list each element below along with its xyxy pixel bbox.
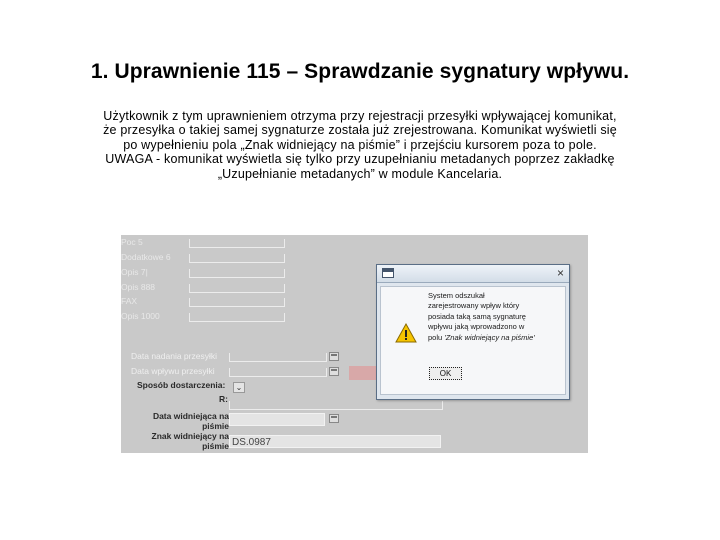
- field-input-opis888[interactable]: [189, 284, 285, 293]
- close-icon[interactable]: ×: [556, 266, 564, 280]
- window-icon: [382, 268, 394, 278]
- message-line: wpływu jaką wprowadzono w: [428, 322, 525, 332]
- slide-description: [100, 109, 620, 181]
- field-input-fax[interactable]: [189, 298, 285, 307]
- select-sposob-dostarczenia[interactable]: ⌄: [233, 382, 245, 393]
- ok-button[interactable]: OK: [429, 367, 462, 380]
- calendar-icon[interactable]: [329, 414, 339, 423]
- duplicate-signature-dialog: [376, 264, 570, 400]
- dialog-panel: [380, 286, 566, 395]
- field-input-data-nadania[interactable]: [229, 353, 327, 362]
- dialog-message: [428, 291, 562, 343]
- field-input-opis7[interactable]: [189, 269, 285, 278]
- field-label-rs: R:: [219, 394, 228, 404]
- field-label-data-nadania: Data nadania przesyłki: [131, 351, 217, 361]
- field-input-data-wplywu[interactable]: [229, 368, 327, 377]
- message-prefix: polu: [428, 332, 443, 342]
- field-label-data-widniejaca: Data widniejąca na piśmie: [152, 411, 229, 431]
- field-label-znak-widniejacy: Znak widniejący na piśmie: [151, 431, 229, 451]
- field-label-dodatkowe6: Dodatkowe 6: [121, 252, 171, 262]
- field-label-opis7: Opis 7|: [121, 267, 148, 277]
- application-screenshot: [121, 235, 588, 453]
- message-field-name: 'Znak widniejący na piśmie': [444, 332, 535, 342]
- warning-icon: [395, 323, 417, 343]
- message-line: System odszukał: [428, 291, 485, 300]
- calendar-icon[interactable]: [329, 367, 339, 376]
- field-input-rs[interactable]: [229, 401, 443, 410]
- message-line: posiada taką samą sygnaturę: [428, 311, 526, 321]
- field-input-poc5[interactable]: [189, 239, 285, 248]
- field-label-opis1000: Opis 1000: [121, 311, 160, 321]
- field-input-znak-widniejacy[interactable]: DS.0987: [229, 435, 441, 448]
- field-label-fax: FAX: [121, 296, 138, 306]
- calendar-icon[interactable]: [329, 352, 339, 361]
- field-input-opis1000[interactable]: [189, 313, 285, 322]
- dialog-titlebar: [377, 265, 569, 283]
- field-input-dodatkowe6[interactable]: [189, 254, 285, 263]
- message-line: zarejestrowany wpływ który: [428, 301, 520, 311]
- field-input-data-widniejaca[interactable]: [229, 413, 325, 426]
- field-label-opis888: Opis 888: [121, 282, 156, 292]
- field-label-sposob-dostarczenia: Sposób dostarczenia:: [137, 380, 226, 390]
- description-paragraph: Użytkownik z tym uprawnieniem otrzyma przy rejestracji przesyłki wpływającej komunikat, że przesyłka o takiej samej sygnaturze została już zrejestrowana. Komunikat wyświetli się po wypełnieniu pola „Znak widniejący na piśmie” i przejściu kursorem poza to pole.: [103, 109, 617, 152]
- slide-title: 1. Uprawnienie 115 – Sprawdzanie sygnatury wpływu.: [90, 60, 630, 83]
- field-label-poc5: Poc 5: [121, 237, 143, 247]
- description-paragraph-warning: UWAGA - komunikat wyświetla się tylko przy uzupełnianiu metadanych poprzez zakładkę „Uzupełnianie metadanych” w module Kancelaria.: [105, 152, 615, 181]
- message-line-last: [428, 333, 562, 343]
- field-label-data-wplywu: Data wpływu przesyłki: [131, 366, 215, 376]
